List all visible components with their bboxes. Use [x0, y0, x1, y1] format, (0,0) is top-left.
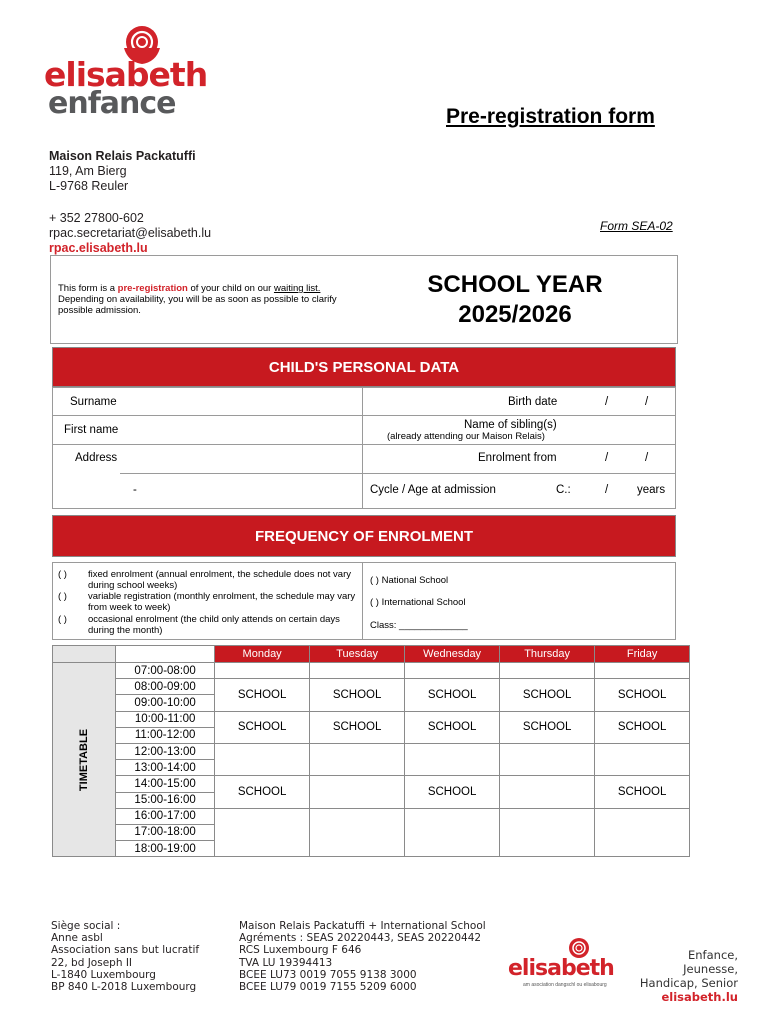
slot-cell[interactable]: [310, 808, 405, 857]
birth-date-sep2: /: [645, 396, 649, 408]
slot-cell[interactable]: [405, 663, 500, 679]
contact-name: Maison Relais Packatuffi: [49, 149, 196, 163]
time-slot: 17:00-18:00: [116, 824, 215, 840]
slot-cell[interactable]: [405, 808, 500, 857]
slot-cell[interactable]: [215, 808, 310, 857]
footer-sectors: Enfance, Jeunesse, Handicap, Senior elisabeth.lu: [630, 948, 738, 1004]
school-cell: SCHOOL: [310, 679, 405, 711]
logo-text-enfance: enfance: [48, 86, 176, 121]
school-cell: SCHOOL: [405, 776, 500, 808]
time-slot: 18:00-19:00: [116, 841, 215, 857]
slot-cell[interactable]: [500, 743, 595, 775]
footer-registered-office: Siège social : Anne asbl Association sans but lucratif 22, bd Joseph II L-1840 Luxembourg BP 840 L-2018 Luxembourg: [51, 920, 200, 994]
class-short-label: C.:: [556, 484, 571, 496]
slot-cell[interactable]: [595, 808, 690, 857]
school-cell: SCHOOL: [310, 711, 405, 743]
time-slot: 16:00-17:00: [116, 808, 215, 824]
school-cell: SCHOOL: [215, 711, 310, 743]
slot-cell[interactable]: [215, 743, 310, 775]
school-cell: SCHOOL: [595, 679, 690, 711]
footer-website[interactable]: elisabeth.lu: [661, 990, 738, 1004]
time-slot: 09:00-10:00: [116, 695, 215, 711]
birth-date-label: Birth date: [508, 396, 558, 408]
school-cell: SCHOOL: [595, 776, 690, 808]
time-slot: 14:00-15:00: [116, 776, 215, 792]
frequency-heading: FREQUENCY OF ENROLMENT: [52, 515, 676, 557]
school-cell: SCHOOL: [595, 711, 690, 743]
page-title: Pre-registration form: [446, 105, 655, 128]
option-occasional-checkbox[interactable]: ( ): [58, 614, 67, 625]
school-year: SCHOOL YEAR 2025/2026: [427, 271, 603, 328]
slot-cell[interactable]: [310, 743, 405, 775]
notice-text: This form is a pre-registration of your child on our waiting list. Depending on availability, you will be as soon as possible to clarify possible admission.: [58, 283, 337, 316]
national-school-option[interactable]: ( ) National School: [370, 575, 449, 586]
footer-logo-text: elisabeth: [508, 956, 614, 981]
slot-cell[interactable]: [595, 663, 690, 679]
enrolment-sep2: /: [645, 452, 649, 464]
first-name-label: First name: [64, 424, 119, 436]
logo-text-elisabeth: elisabeth: [44, 55, 208, 94]
day-header-thursday: Thursday: [500, 646, 595, 663]
enrolment-from-label: Enrolment from: [478, 452, 557, 464]
slot-cell[interactable]: [500, 808, 595, 857]
day-header-tuesday: Tuesday: [310, 646, 405, 663]
footer-legal-info: Maison Relais Packatuffi + International School Agréments : SEAS 20220443, SEAS 20220442 RCS Luxembourg F 646 TVA LU 19394413 BCEE LU73 0019 7055 9138 3000 BCEE LU79 0019 7155 5209 6000: [239, 920, 486, 994]
day-header-wednesday: Wednesday: [405, 646, 500, 663]
contact-phone: + 352 27800-602: [49, 211, 144, 225]
address-label: Address: [75, 452, 118, 464]
timetable-label: TIMETABLE: [78, 728, 91, 791]
personal-data-section: [52, 387, 676, 509]
school-cell: SCHOOL: [405, 679, 500, 711]
contact-street: 119, Am Bierg: [49, 164, 127, 178]
option-occasional-text: occasional enrolment (the child only attends on certain days during the month): [88, 614, 340, 636]
school-cell: SCHOOL: [215, 776, 310, 808]
option-variable-text: variable registration (monthly enrolment, the schedule may vary from week to week): [88, 591, 356, 613]
school-cell: SCHOOL: [500, 711, 595, 743]
time-slot: 13:00-14:00: [116, 760, 215, 776]
slot-cell[interactable]: [405, 743, 500, 775]
contact-website[interactable]: rpac.elisabeth.lu: [49, 241, 148, 255]
cycle-age-label: Cycle / Age at admission: [370, 484, 496, 496]
timetable-corner: [53, 646, 116, 663]
international-school-option[interactable]: ( ) International School: [370, 597, 466, 608]
time-slot: 11:00-12:00: [116, 727, 215, 743]
day-header-monday: Monday: [215, 646, 310, 663]
time-slot: 10:00-11:00: [116, 711, 215, 727]
surname-label: Surname: [70, 396, 117, 408]
time-slot: 08:00-09:00: [116, 679, 215, 695]
years-label: years: [637, 484, 666, 496]
contact-email[interactable]: rpac.secretariat@elisabeth.lu: [49, 226, 212, 240]
form-code: Form SEA-02: [600, 219, 673, 233]
slot-cell[interactable]: [310, 663, 405, 679]
school-cell: SCHOOL: [215, 679, 310, 711]
option-variable-checkbox[interactable]: ( ): [58, 591, 67, 602]
siblings-note: (already attending our Maison Relais): [387, 431, 545, 442]
school-cell: SCHOOL: [500, 679, 595, 711]
enrolment-sep1: /: [605, 452, 609, 464]
contact-city: L-9768 Reuler: [49, 179, 129, 193]
timetable-side: [53, 663, 116, 857]
time-header: [116, 646, 215, 663]
cycle-sep: /: [605, 484, 609, 496]
siblings-label: Name of sibling(s): [464, 419, 557, 431]
option-fixed-text: fixed enrolment (annual enrolment, the schedule does not vary during school weeks): [88, 569, 351, 591]
day-header-friday: Friday: [595, 646, 690, 663]
option-fixed-checkbox[interactable]: ( ): [58, 569, 67, 580]
time-slot: 15:00-16:00: [116, 792, 215, 808]
footer-logo-tagline: am asociation dangschl ou elisabourg: [523, 982, 607, 988]
slot-cell[interactable]: [310, 776, 405, 808]
timetable: [52, 645, 690, 857]
personal-data-heading: CHILD'S PERSONAL DATA: [52, 347, 676, 387]
slot-cell[interactable]: [215, 663, 310, 679]
slot-cell[interactable]: [500, 776, 595, 808]
class-field[interactable]: Class: _____________: [370, 620, 468, 631]
birth-date-sep1: /: [605, 396, 609, 408]
slot-cell[interactable]: [595, 743, 690, 775]
address-line2-dash: -: [133, 484, 137, 496]
time-slot: 07:00-08:00: [116, 663, 215, 679]
time-slot: 12:00-13:00: [116, 743, 215, 759]
slot-cell[interactable]: [500, 663, 595, 679]
school-cell: SCHOOL: [405, 711, 500, 743]
